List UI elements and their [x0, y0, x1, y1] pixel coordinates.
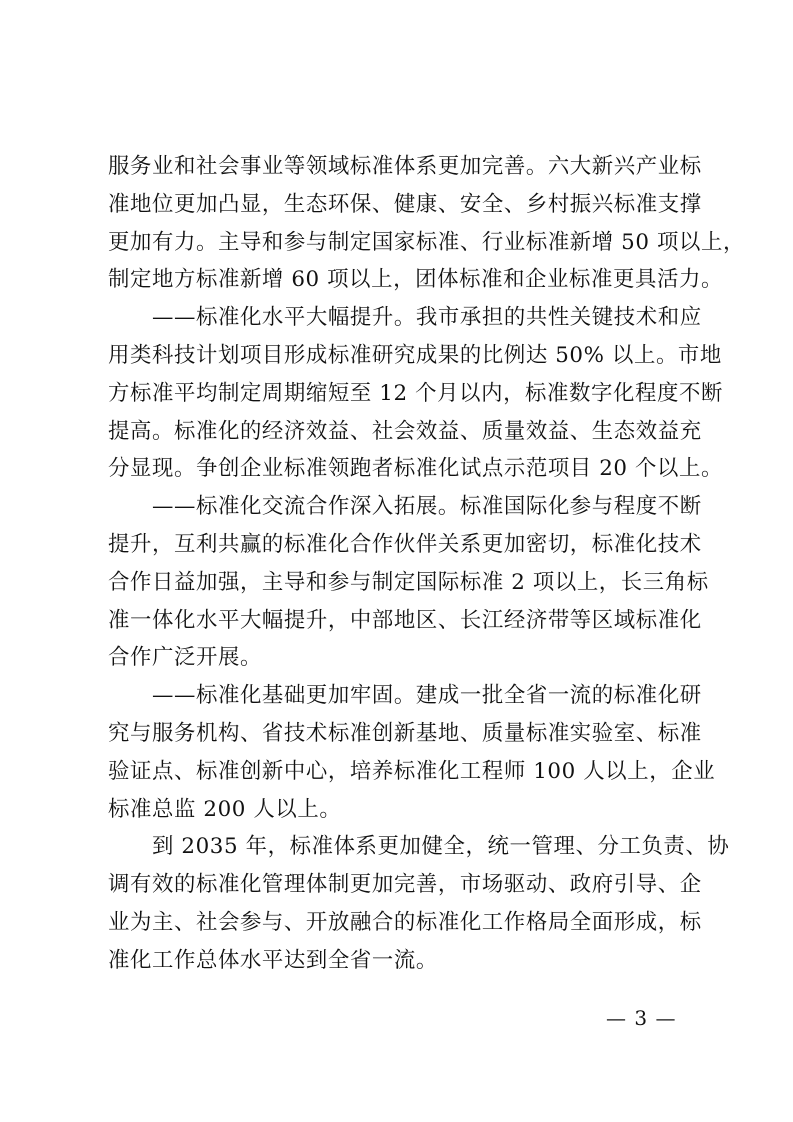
text-line: 到 2035 年，标准体系更加健全，统一管理、分工负责、协: [108, 834, 730, 860]
text-line: 准地位更加凸显，生态环保、健康、安全、乡村振兴标准支撑: [108, 191, 702, 217]
text-line: 验证点、标准创新中心，培养标准化工程师 100 人以上，企业: [108, 758, 716, 784]
text-line: 方标准平均制定周期缩短至 12 个月以内，标准数字化程度不断: [108, 380, 723, 406]
text-line: ——标准化水平大幅提升。我市承担的共性关键技术和应: [108, 305, 702, 331]
text-line: 准化工作总体水平达到全省一流。: [108, 947, 438, 973]
text-line: ——标准化基础更加牢固。建成一批全省一流的标准化研: [108, 683, 702, 709]
page-number: — 3 —: [606, 1006, 677, 1030]
text-line: 分显现。争创企业标准领跑者标准化试点示范项目 20 个以上。: [108, 456, 723, 482]
text-line: 准一体化水平大幅提升，中部地区、长江经济带等区域标准化: [108, 607, 702, 633]
text-line: 提高。标准化的经济效益、社会效益、质量效益、生态效益充: [108, 418, 702, 444]
text-line: 用类科技计划项目形成标准研究成果的比例达 50% 以上。市地: [108, 342, 722, 368]
text-line: 服务业和社会事业等领域标准体系更加完善。六大新兴产业标: [108, 154, 702, 179]
document-body: [108, 148, 745, 980]
text-line: 究与服务机构、省技术标准创新基地、质量标准实验室、标准: [108, 720, 702, 746]
text-line: ——标准化交流合作深入拓展。标准国际化参与程度不断: [108, 494, 702, 520]
text-line: 合作日益加强，主导和参与制定国际标准 2 项以上，长三角标: [108, 569, 709, 595]
text-line: 更加有力。主导和参与制定国家标准、行业标准新增 50 项以上，: [108, 229, 745, 255]
text-line: 标准总监 200 人以上。: [108, 796, 342, 822]
text-line: 调有效的标准化管理体制更加完善，市场驱动、政府引导、企: [108, 872, 702, 898]
text-line: 提升，互利共赢的标准化合作伙伴关系更加密切，标准化技术: [108, 531, 702, 557]
text-line: 合作广泛开展。: [108, 645, 262, 671]
text-line: 业为主、社会参与、开放融合的标准化工作格局全面形成，标: [108, 909, 702, 935]
text-line: 制定地方标准新增 60 项以上，团体标准和企业标准更具活力。: [108, 267, 723, 293]
